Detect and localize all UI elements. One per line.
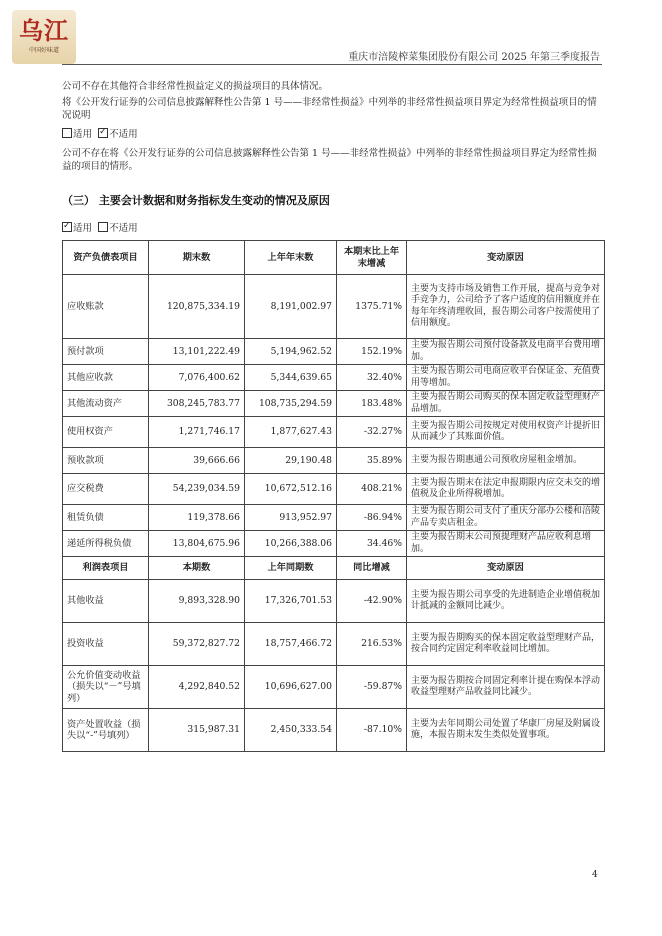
prior-value: 10,266,388.06	[245, 531, 337, 557]
change-percent: -59.87%	[337, 666, 407, 709]
change-reason: 主要为报告期公司支付了重庆分部办公楼和涪陵产品专卖店租金。	[407, 505, 605, 531]
change-reason: 主要为报告期末在法定申报期限内应交未交的增值税及企业所得税增加。	[407, 474, 605, 505]
table-header-row	[63, 557, 605, 580]
column-header: 本期数	[149, 557, 245, 580]
change-reason: 主要为报告期公司电商应收平台保证金、充值费用等增加。	[407, 365, 605, 391]
item-name: 资产处置收益（损失以“-”号填列）	[63, 709, 149, 752]
table-row	[63, 417, 605, 448]
change-reason: 主要为报告期公司按规定对使用权资产计提折旧从而减少了其账面价值。	[407, 417, 605, 448]
intro-paragraph-3: 公司不存在将《公开发行证券的公司信息披露解释性公告第 1 号——非经常性损益》中列举的非经常性损益项目界定为经常性损益的项目的情形。	[62, 148, 597, 172]
change-reason: 主要为报告期公司预付设备款及电商平台费用增加。	[407, 339, 605, 365]
current-value: 315,987.31	[149, 709, 245, 752]
page-number: 4	[592, 870, 598, 880]
column-header: 利润表项目	[63, 557, 149, 580]
item-name: 预收款项	[63, 448, 149, 474]
column-header: 变动原因	[407, 241, 605, 275]
current-value: 54,239,034.59	[149, 474, 245, 505]
change-percent: -32.27%	[337, 417, 407, 448]
table-row	[63, 474, 605, 505]
table-row	[63, 531, 605, 557]
change-percent: 183.48%	[337, 391, 407, 417]
table-header-row	[63, 241, 605, 275]
current-value: 59,372,827.72	[149, 623, 245, 666]
table-row	[63, 623, 605, 666]
report-title: 重庆市涪陵榨菜集团股份有限公司 2025 年第三季度报告	[348, 52, 600, 63]
financial-changes-table	[62, 240, 605, 752]
current-value: 308,245,783.77	[149, 391, 245, 417]
column-header: 上年同期数	[245, 557, 337, 580]
item-name: 递延所得税负债	[63, 531, 149, 557]
change-reason: 主要为报告期公司购买的保本固定收益型理财产品增加。	[407, 391, 605, 417]
change-percent: -86.94%	[337, 505, 407, 531]
table-row	[63, 709, 605, 752]
intro-applicability	[62, 128, 138, 141]
item-name: 其他收益	[63, 580, 149, 623]
current-value: 39,666.66	[149, 448, 245, 474]
change-percent: 408.21%	[337, 474, 407, 505]
item-name: 应交税费	[63, 474, 149, 505]
change-percent: 32.40%	[337, 365, 407, 391]
applicable-label: 适用	[73, 223, 93, 234]
prior-value: 913,952.97	[245, 505, 337, 531]
prior-value: 10,672,512.16	[245, 474, 337, 505]
item-name: 使用权资产	[63, 417, 149, 448]
current-value: 119,378.66	[149, 505, 245, 531]
item-name: 公允价值变动收益（损失以“－”号填列）	[63, 666, 149, 709]
logo-text: 乌江	[19, 16, 69, 45]
column-header: 本期末比上年末增减	[337, 241, 407, 275]
item-name: 预付款项	[63, 339, 149, 365]
current-value: 120,875,334.19	[149, 275, 245, 339]
change-reason: 主要为报告期末公司预提理财产品应收利息增加。	[407, 531, 605, 557]
prior-value: 1,877,627.43	[245, 417, 337, 448]
table-row	[63, 365, 605, 391]
prior-value: 5,344,639.65	[245, 365, 337, 391]
change-reason: 主要为报告期公司享受的先进制造企业增值税加计抵减的金额同比减少。	[407, 580, 605, 623]
table-row	[63, 448, 605, 474]
item-name: 应收账款	[63, 275, 149, 339]
current-value: 13,804,675.96	[149, 531, 245, 557]
prior-value: 29,190.48	[245, 448, 337, 474]
prior-value: 2,450,333.54	[245, 709, 337, 752]
item-name: 租赁负债	[63, 505, 149, 531]
current-value: 9,893,328.90	[149, 580, 245, 623]
not-applicable-checkbox[interactable]	[98, 222, 108, 232]
header-divider	[62, 64, 602, 65]
item-name: 其他流动资产	[63, 391, 149, 417]
change-percent: -87.10%	[337, 709, 407, 752]
not-applicable-label: 不适用	[109, 223, 138, 234]
applicable-checkbox[interactable]	[62, 222, 72, 232]
change-percent: 35.89%	[337, 448, 407, 474]
table-row	[63, 339, 605, 365]
table-row	[63, 505, 605, 531]
intro-paragraph-2: 将《公开发行证券的公司信息披露解释性公告第 1 号——非经常性损益》中列举的非经常性损益项目界定为经常性损益项目的情况说明	[62, 97, 597, 121]
column-header: 期末数	[149, 241, 245, 275]
change-percent: -42.90%	[337, 580, 407, 623]
column-header: 资产负债表项目	[63, 241, 149, 275]
current-value: 4,292,840.52	[149, 666, 245, 709]
section-title: （三） 主要会计数据和财务指标发生变动的情况及原因	[62, 194, 330, 207]
change-percent: 34.46%	[337, 531, 407, 557]
change-percent: 152.19%	[337, 339, 407, 365]
section-applicability	[62, 222, 138, 235]
item-name: 投资收益	[63, 623, 149, 666]
change-reason: 主要为支持市场及销售工作开展，提高与竞争对手竞争力，公司给予了客户适度的信用额度并在每年年终清理收回，报告期公司客户按需使用了信用额度。	[407, 275, 605, 339]
logo-tagline: 中国好味道	[28, 47, 59, 54]
prior-value: 10,696,627.00	[245, 666, 337, 709]
company-logo	[12, 10, 76, 64]
change-reason: 主要为去年同期公司处置了华康厂房屋及附属设施，本报告期末发生类似处置事项。	[407, 709, 605, 752]
column-header: 上年年末数	[245, 241, 337, 275]
applicable-label: 适用	[73, 129, 93, 140]
prior-value: 108,735,294.59	[245, 391, 337, 417]
column-header: 同比增减	[337, 557, 407, 580]
prior-value: 18,757,466.72	[245, 623, 337, 666]
change-reason: 主要为报告期按合同固定利率计提在购保本浮动收益型理财产品收益同比减少。	[407, 666, 605, 709]
change-reason: 主要为报告期惠通公司预收房屋租金增加。	[407, 448, 605, 474]
item-name: 其他应收款	[63, 365, 149, 391]
intro-paragraph-1: 公司不存在其他符合非经常性损益定义的损益项目的具体情况。	[62, 81, 329, 92]
current-value: 7,076,400.62	[149, 365, 245, 391]
prior-value: 8,191,002.97	[245, 275, 337, 339]
table-row	[63, 580, 605, 623]
table-row	[63, 391, 605, 417]
applicable-checkbox[interactable]	[62, 128, 72, 138]
column-header: 变动原因	[407, 557, 605, 580]
change-reason: 主要为报告期购买的保本固定收益型理财产品，按合同约定固定利率收益同比增加。	[407, 623, 605, 666]
prior-value: 5,194,962.52	[245, 339, 337, 365]
prior-value: 17,326,701.53	[245, 580, 337, 623]
current-value: 13,101,222.49	[149, 339, 245, 365]
not-applicable-checkbox[interactable]	[98, 128, 108, 138]
table-row	[63, 666, 605, 709]
not-applicable-label: 不适用	[109, 129, 138, 140]
table-row	[63, 275, 605, 339]
change-percent: 216.53%	[337, 623, 407, 666]
change-percent: 1375.71%	[337, 275, 407, 339]
current-value: 1,271,746.17	[149, 417, 245, 448]
